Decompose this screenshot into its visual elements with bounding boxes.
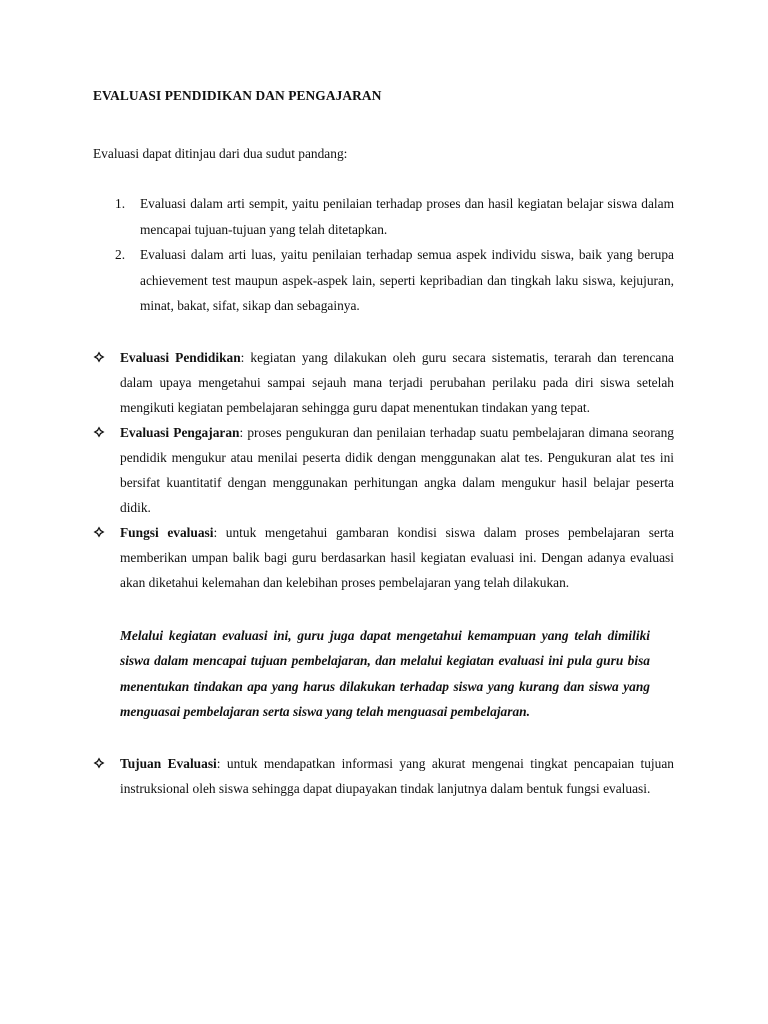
list-item: [93, 191, 674, 242]
emphasis-paragraph: Melalui kegiatan evaluasi ini, guru juga dapat mengetahui kemampuan yang telah dimiliki siswa dalam mencapai tujuan pembelajaran, dan melalui kegiatan evaluasi ini pula guru bisa menentukan tindakan apa yang harus dilakukan terhadap siswa yang kurang dan siswa yang menguasai pembelajaran serta siswa yang telah menguasai pembelajaran.: [120, 627, 650, 719]
definition-text: : proses pengukuran dan penilaian terhadap suatu pembelajaran dimana seorang pendidik mengukur atau menilai peserta didik dengan menggunakan alat tes. Pengukuran alat tes ini bersifat kuantitatif dengan menggunakan perhitungan angka dalam mengukur hasil belajar peserta didik.: [120, 424, 674, 515]
list-item: [93, 420, 674, 520]
definition-list: [93, 345, 674, 595]
definition-list: [93, 751, 674, 801]
list-item: [93, 345, 674, 420]
page-title: EVALUASI PENDIDIKAN DAN PENGAJARAN: [93, 88, 382, 103]
numbered-list: [93, 191, 674, 319]
definition-term: Evaluasi Pendidikan: [120, 349, 241, 365]
diamond-bullet-icon: [93, 426, 105, 438]
diamond-bullet-icon: [93, 526, 105, 538]
list-number: 2.: [115, 247, 126, 262]
definition-term: Tujuan Evaluasi: [120, 755, 217, 771]
list-item: [93, 242, 674, 319]
list-item-text: Evaluasi dalam arti sempit, yaitu penilaian terhadap proses dan hasil kegiatan belajar siswa dalam mencapai tujuan-tujuan yang telah ditetapkan.: [140, 196, 674, 237]
definition-text: : kegiatan yang dilakukan oleh guru secara sistematis, terarah dan terencana dalam upaya mengetahui sampai sejauh mana terjadi perubahan perilaku pada diri siswa setelah mengikuti kegiatan pembelajaran sehingga guru dapat menentukan tindakan yang tepat.: [120, 349, 674, 415]
diamond-bullet-icon: [93, 757, 105, 769]
definition-text: : untuk mendapatkan informasi yang akurat mengenai tingkat pencapaian tujuan instruksional oleh siswa sehingga dapat diupayakan tindak lanjutnya dalam bentuk fungsi evaluasi.: [120, 755, 674, 796]
diamond-bullet-icon: [93, 351, 105, 363]
list-item-text: Evaluasi dalam arti luas, yaitu penilaian terhadap semua aspek individu siswa, baik yang berupa achievement test maupun aspek-aspek lain, seperti kepribadian dan tingkah laku siswa, kejujuran, minat, bakat, sifat, sikap dan sebagainya.: [140, 247, 674, 313]
list-number: 1.: [115, 196, 126, 211]
list-item: [93, 751, 674, 801]
list-item: [93, 520, 674, 595]
definition-term: Evaluasi Pengajaran: [120, 424, 240, 440]
definition-term: Fungsi evaluasi: [120, 524, 214, 540]
intro-paragraph: Evaluasi dapat ditinjau dari dua sudut pandang:: [93, 146, 348, 161]
definition-text: : untuk mengetahui gambaran kondisi siswa dalam proses pembelajaran serta memberikan umpan balik bagi guru berdasarkan hasil kegiatan evaluasi ini. Dengan adanya evaluasi akan diketahui kelemahan dan kelebihan proses pembelajaran yang telah dilakukan.: [120, 524, 674, 590]
